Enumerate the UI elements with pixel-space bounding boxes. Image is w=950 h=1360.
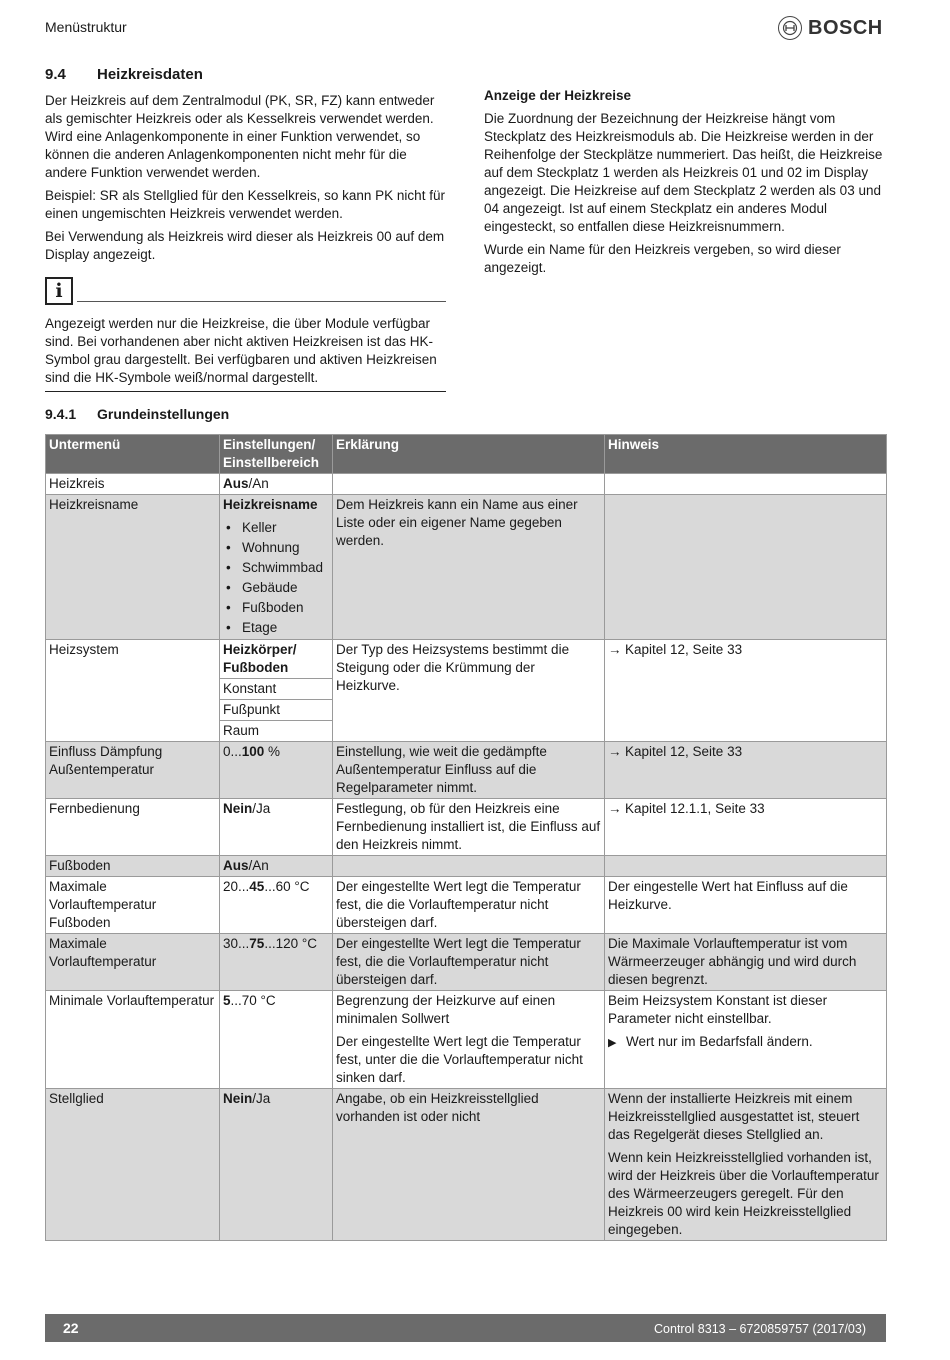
- note-cell: Die Maximale Vorlauftemperatur ist vom Wärmeerzeuger abhängig und wird durch diesen begrenzt.: [605, 934, 887, 991]
- cross-reference: Kapitel 12, Seite 33: [625, 744, 743, 759]
- table-row: [46, 495, 887, 640]
- range-text: /An: [248, 476, 269, 491]
- table-row: [46, 474, 887, 495]
- explanation-cell: Der eingestellte Wert legt die Temperatur fest, die die Vorlauftemperatur nicht übersteigen darf.: [333, 934, 605, 991]
- menu-cell: Heizkreis: [46, 474, 220, 495]
- default-value: 100: [241, 744, 265, 759]
- setting-option: Heizkörper/ Fußboden: [220, 640, 332, 679]
- bosch-armature-icon: [778, 16, 802, 40]
- table-row: [46, 742, 887, 799]
- bosch-logo: [778, 16, 883, 40]
- menu-cell: Fußboden: [46, 856, 220, 877]
- document-reference: Control 8313 – 6720859757 (2017/03): [654, 1322, 866, 1336]
- note-cell: [605, 495, 887, 640]
- info-icon: i: [45, 277, 73, 305]
- list-item: • Wohnung: [223, 538, 329, 558]
- subsection-number: 9.4.1: [45, 406, 77, 422]
- setting-cell: 0...100 %: [220, 742, 333, 799]
- default-value: 75: [249, 936, 265, 951]
- arrow-right-icon: →: [608, 744, 622, 759]
- setting-cell: [220, 640, 333, 742]
- menu-cell: Heizkreisname: [46, 495, 220, 640]
- table-row: [46, 799, 887, 856]
- note-cell: [605, 799, 887, 856]
- cross-reference: Kapitel 12.1.1, Seite 33: [625, 801, 765, 816]
- note-cell: [605, 991, 887, 1089]
- menu-cell: Minimale Vorlauftemperatur: [46, 991, 220, 1089]
- page-number: 22: [63, 1320, 79, 1336]
- explanation-cell: Der Typ des Heizsystems bestimmt die Steigung oder die Krümmung der Heizkurve.: [333, 640, 605, 742]
- note-bottom-rule: [45, 391, 446, 392]
- list-item: • Etage: [223, 618, 329, 638]
- setting-cell: 5...70 °C: [220, 991, 333, 1089]
- menu-cell: Fernbedienung: [46, 799, 220, 856]
- setting-cell: 30...75...120 °C: [220, 934, 333, 991]
- right-column: [484, 87, 889, 282]
- setting-cell: Aus/An: [220, 856, 333, 877]
- menu-cell: Einfluss Dämpfung Außentemperatur: [46, 742, 220, 799]
- default-value: Nein: [223, 801, 253, 816]
- table-row: [46, 640, 887, 742]
- default-value: 5: [223, 993, 231, 1008]
- header-cell: Einstellungen/ Einstellbereich: [220, 435, 333, 474]
- triangle-right-icon: ▶: [608, 1037, 617, 1049]
- list-item: • Fußboden: [223, 598, 329, 618]
- table-header-row: [46, 435, 887, 474]
- setting-cell: [220, 474, 333, 495]
- arrow-right-icon: →: [608, 642, 622, 657]
- note-text: Angezeigt werden nur die Heizkreise, die über Module verfügbar sind. Bei vorhandenen aber nicht aktiven Heizkreisen ist das HK-Symbol grau dargestellt. Bei verfügbaren und aktiven Heizkreisen sind die HK-Symbole weiß/normal dargestellt.: [45, 316, 437, 385]
- note-line: Wenn kein Heizkreisstellglied vorhanden ist, wird der Heizkreis über die Vorlauftemperatur des Wärmeerzeugers geregelt. Für den Heizkreis 00 wird kein Heizkreisstellglied eingegeben.: [608, 1150, 879, 1237]
- explanation-cell: [333, 856, 605, 877]
- explanation-cell: [333, 474, 605, 495]
- brand-wordmark: BOSCH: [808, 17, 883, 39]
- note-cell: [605, 1089, 887, 1241]
- default-value: Aus: [223, 476, 249, 491]
- cross-reference: Kapitel 12, Seite 33: [625, 642, 743, 657]
- setting-option: Fußpunkt: [220, 700, 332, 721]
- table-row: [46, 991, 887, 1089]
- paragraph: Beispiel: SR als Stellglied für den Kesselkreis, so kann PK nicht für einen ungemischten Heizkreis verwendet werden.: [45, 188, 445, 221]
- section-number: 9.4: [45, 66, 66, 83]
- default-value: Heizkreisname: [223, 497, 318, 512]
- note-cell: [605, 474, 887, 495]
- default-value: Aus: [223, 858, 249, 873]
- explanation-line: Begrenzung der Heizkurve auf einen minimalen Sollwert: [336, 993, 556, 1026]
- default-value: Nein: [223, 1091, 253, 1106]
- setting-option: Raum: [223, 723, 260, 738]
- explanation-line: Der eingestellte Wert legt die Temperatur fest, unter die die Vorlauftemperatur nicht sinken darf.: [336, 1034, 583, 1085]
- explanation-cell: [333, 991, 605, 1089]
- subsection-heading: [45, 405, 229, 423]
- note-line: Beim Heizsystem Konstant ist dieser Parameter nicht einstellbar.: [608, 993, 828, 1026]
- table-row: [46, 856, 887, 877]
- menu-cell: Stellglied: [46, 1089, 220, 1241]
- table-row: [46, 1089, 887, 1241]
- right-column-title: Anzeige der Heizkreise: [484, 88, 632, 103]
- settings-table: [45, 434, 887, 1241]
- menu-cell: Maximale Vorlauftemperatur Fußboden: [46, 877, 220, 934]
- section-heading: [45, 66, 203, 84]
- subsection-title: Grundeinstellungen: [97, 406, 230, 422]
- running-header: Menüstruktur: [45, 19, 127, 35]
- paragraph: Bei Verwendung als Heizkreis wird dieser als Heizkreis 00 auf dem Display angezeigt.: [45, 229, 445, 262]
- section-title: Heizkreisdaten: [97, 66, 203, 83]
- menu-cell: Maximale Vorlauftemperatur: [46, 934, 220, 991]
- note-cell: Der eingestelle Wert hat Einfluss auf die Heizkurve.: [605, 877, 887, 934]
- left-column: [45, 92, 445, 269]
- menu-cell: Heizsystem: [46, 640, 220, 742]
- note-divider: [77, 301, 446, 302]
- info-note: [45, 277, 446, 392]
- list-item: • Gebäude: [223, 578, 329, 598]
- setting-option: Konstant: [220, 679, 332, 700]
- explanation-cell: Einstellung, wie weit die gedämpfte Außentemperatur Einfluss auf die Regelparameter nimmt.: [333, 742, 605, 799]
- note-cell: [605, 640, 887, 742]
- paragraph: Der Heizkreis auf dem Zentralmodul (PK, SR, FZ) kann entweder als gemischter Heizkreis oder als Kesselkreis verwendet werden. Wird eine Anlagenkomponente in einer Funktion verwendet, so können die anderen Anlagenkomponenten nicht mehr für die andere Funktion verwendet werden.: [45, 93, 435, 180]
- paragraph: Die Zuordnung der Bezeichnung der Heizkreise hängt vom Steckplatz des Heizkreismoduls ab. Die Heizkreise werden in der Reihenfolge der Steckplätze nummeriert. Das heißt, die Heizkreise auf dem Steckplatz 1 werden als Heizkreis 01 und 02 im Display angezeigt. Die Heizkreise auf dem Steckplatz 2 werden als 03 und 04 angezeigt. Ist auf einem Steckplatz ein anderes Modul eingesteckt, so entfallen diese Heizkreisnummern.: [484, 111, 883, 234]
- explanation-cell: Angabe, ob ein Heizkreisstellglied vorhanden ist oder nicht: [333, 1089, 605, 1241]
- page-footer: [45, 1314, 886, 1342]
- header-cell: Untermenü: [46, 435, 220, 474]
- paragraph: Wurde ein Name für den Heizkreis vergeben, so wird dieser angezeigt.: [484, 242, 841, 275]
- explanation-cell: Der eingestellte Wert legt die Temperatur fest, die die Vorlauftemperatur nicht übersteigen darf.: [333, 877, 605, 934]
- table-row: [46, 934, 887, 991]
- header-cell: Hinweis: [605, 435, 887, 474]
- instruction-step: ▶ Wert nur im Bedarfsfall ändern.: [608, 1033, 883, 1052]
- explanation-cell: Dem Heizkreis kann ein Name aus einer Liste oder ein eigener Name gegeben werden.: [333, 495, 605, 640]
- table-row: [46, 877, 887, 934]
- arrow-right-icon: →: [608, 801, 622, 816]
- option-list: [223, 518, 329, 638]
- note-cell: [605, 856, 887, 877]
- default-value: 45: [249, 879, 265, 894]
- setting-cell: Nein/Ja: [220, 799, 333, 856]
- note-line: Wenn der installierte Heizkreis mit einem Heizkreisstellglied ausgestattet ist, steuert das Regelgerät dieses Stellglied an.: [608, 1091, 860, 1142]
- setting-cell: 20...45...60 °C: [220, 877, 333, 934]
- setting-cell: Nein/Ja: [220, 1089, 333, 1241]
- explanation-cell: Festlegung, ob für den Heizkreis eine Fernbedienung installiert ist, die Einfluss auf den Heizkreis nimmt.: [333, 799, 605, 856]
- header-cell: Erklärung: [333, 435, 605, 474]
- list-item: • Schwimmbad: [223, 558, 329, 578]
- list-item: • Keller: [223, 518, 329, 538]
- note-cell: [605, 742, 887, 799]
- setting-cell: [220, 495, 333, 640]
